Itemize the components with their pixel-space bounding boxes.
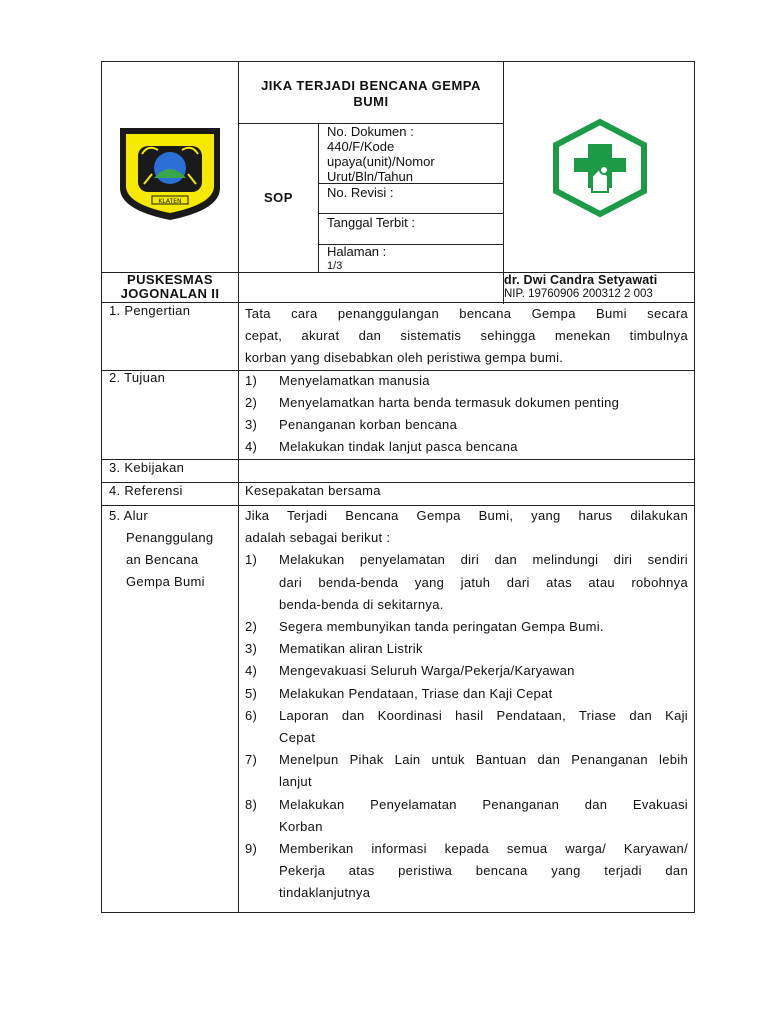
list-item xyxy=(245,683,688,705)
list-item xyxy=(245,838,688,905)
tujuan-list xyxy=(245,370,688,458)
item-line: Korban xyxy=(279,818,323,834)
puskesmas-line-1: PUSKESMAS xyxy=(127,272,213,287)
item-line: Pekerja atas peristiwa bencana yang terjadi dan xyxy=(279,863,688,879)
item-line: tindaklanjutnya xyxy=(279,885,371,901)
item-text: Penanganan korban bencana xyxy=(279,417,458,432)
item-line: Melakukan Penyelamatan Penanganan dan Evakuasi xyxy=(279,796,688,812)
list-item xyxy=(245,749,688,793)
alur-content xyxy=(245,505,688,905)
label-alur-line: Penanggulang xyxy=(126,530,214,545)
list-item xyxy=(245,794,688,838)
no-dokumen-label: No. Dokumen : xyxy=(327,124,414,139)
referensi-text: Kesepakatan bersama xyxy=(245,483,381,498)
item-line: Melakukan penyelamatan diri dan melindungi diri sendiri xyxy=(279,552,688,568)
pengertian-line: korban yang disebabkan oleh peristiwa gempa bumi. xyxy=(245,350,564,365)
item-number: 9) xyxy=(245,841,258,857)
label-referensi: 4. Referensi xyxy=(109,483,183,498)
item-number: 4) xyxy=(245,663,258,679)
sop-document xyxy=(101,61,695,913)
list-item xyxy=(245,638,688,660)
item-number: 1) xyxy=(245,552,258,568)
item-line: Mematikan aliran Listrik xyxy=(279,641,423,657)
puskesmas-line-2: JOGONALAN II xyxy=(120,286,220,301)
item-line: Menelpun Pihak Lain untuk Bantuan dan Penanganan lebih xyxy=(279,752,688,768)
label-alur-line: Gempa Bumi xyxy=(126,574,205,589)
item-text: Menyelamatkan harta benda termasuk dokumen penting xyxy=(279,395,620,410)
item-line: lanjut xyxy=(279,774,312,790)
label-kebijakan: 3. Kebijakan xyxy=(109,460,185,475)
item-number: 8) xyxy=(245,796,258,812)
title-line-2: BUMI xyxy=(353,94,389,109)
item-line: Melakukan Pendataan, Triase dan Kaji Cepat xyxy=(279,685,553,701)
list-item xyxy=(245,436,688,458)
document-title xyxy=(239,78,503,110)
alur-intro-line: adalah sebagai berikut : xyxy=(245,530,391,546)
halaman-value: 1/3 xyxy=(327,260,343,272)
puskesmas-name xyxy=(102,273,238,301)
halaman-label: Halaman : xyxy=(327,244,387,259)
item-line: Cepat xyxy=(279,730,316,746)
item-number: 1) xyxy=(245,373,258,388)
label-alur xyxy=(109,505,213,593)
alur-steps xyxy=(245,549,688,904)
no-dokumen xyxy=(327,124,503,184)
list-item xyxy=(245,549,688,616)
list-item xyxy=(245,660,688,682)
item-number: 7) xyxy=(245,752,258,768)
item-line: Mengevakuasi Seluruh Warga/Pekerja/Karyawan xyxy=(279,663,575,679)
pengertian-text xyxy=(245,303,688,369)
list-item xyxy=(245,414,688,436)
no-dokumen-value-3: Urut/Bln/Tahun xyxy=(327,169,413,184)
no-dokumen-value-2: upaya(unit)/Nomor xyxy=(327,154,435,169)
puskesmas-logo xyxy=(548,118,652,218)
list-item xyxy=(245,392,688,414)
item-number: 4) xyxy=(245,439,258,454)
label-tujuan: 2. Tujuan xyxy=(109,370,166,385)
item-text: Melakukan tindak lanjut pasca bencana xyxy=(279,439,518,454)
item-number: 2) xyxy=(245,619,258,635)
item-number: 2) xyxy=(245,395,258,410)
item-text: Menyelamatkan manusia xyxy=(279,373,430,388)
pengertian-line: Tata cara penanggulangan bencana Gempa Bumi secara xyxy=(245,306,688,321)
item-line: benda-benda di sekitarnya. xyxy=(279,596,444,612)
item-number: 3) xyxy=(245,417,258,432)
item-line: dari benda-benda yang jatuh dari atas atau robohnya xyxy=(279,574,688,590)
item-number: 3) xyxy=(245,641,258,657)
item-line: Laporan dan Koordinasi hasil Pendataan, Triase dan Kaji xyxy=(279,707,688,723)
item-number: 5) xyxy=(245,685,258,701)
kepala-puskesmas xyxy=(504,273,696,301)
pengertian-line: cepat, akurat dan sistematis sehingga menekan timbulnya xyxy=(245,328,688,343)
item-line: Memberikan informasi kepada semua warga/ Karyawan/ xyxy=(279,841,688,857)
no-dokumen-value-1: 440/F/Kode xyxy=(327,139,395,154)
item-line: Segera membunyikan tanda peringatan Gempa Bumi. xyxy=(279,619,604,635)
kepala-nip: NIP. 19760906 200312 2 003 xyxy=(504,288,653,300)
title-line-1: JIKA TERJADI BENCANA GEMPA xyxy=(261,78,481,93)
svg-text:KLATEN: KLATEN xyxy=(158,198,182,205)
no-revisi: No. Revisi : xyxy=(327,185,394,200)
klaten-emblem-logo xyxy=(118,126,222,222)
list-item xyxy=(245,705,688,749)
sop-label: SOP xyxy=(264,190,293,205)
label-pengertian: 1. Pengertian xyxy=(109,303,191,318)
label-alur-line: 5. Alur xyxy=(109,508,148,523)
label-alur-line: an Bencana xyxy=(126,552,199,567)
list-item xyxy=(245,616,688,638)
list-item xyxy=(245,370,688,392)
alur-intro-line: Jika Terjadi Bencana Gempa Bumi, yang harus dilakukan xyxy=(245,508,688,523)
tanggal-terbit: Tanggal Terbit : xyxy=(327,215,415,230)
kepala-name: dr. Dwi Candra Setyawati xyxy=(504,273,658,287)
item-number: 6) xyxy=(245,707,258,723)
